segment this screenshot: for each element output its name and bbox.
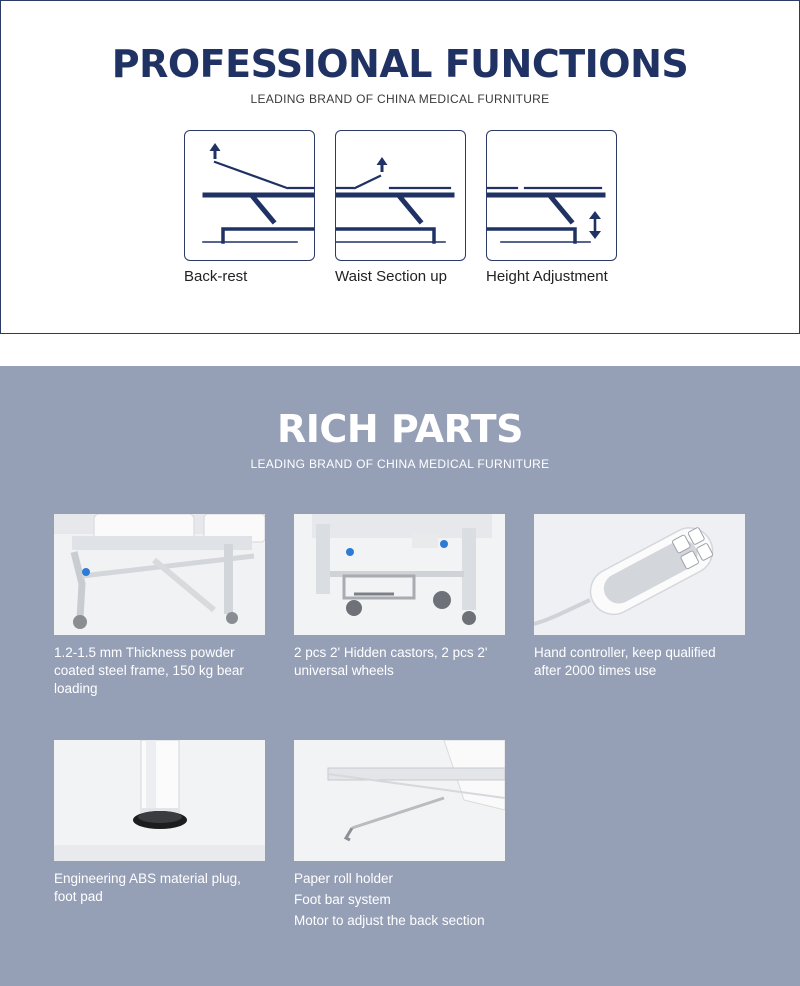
part-caption: Hand controller, keep qualified after 2000 times use [534,645,716,678]
function-waist-section [335,130,466,285]
castors-photo [294,514,505,635]
section-title: RICH PARTS [277,407,523,451]
part-caption: Paper roll holder Foot bar system Motor to adjust the back section [294,871,485,928]
backrest-icon [185,131,314,260]
hand-controller-photo [534,514,745,635]
function-label: Back-rest [184,268,248,285]
section-subtitle: LEADING BRAND OF CHINA MEDICAL FURNITURE [250,92,550,106]
paper-roll-holder-photo [294,740,505,861]
function-label: Height Adjustment [486,268,608,285]
section-subtitle: LEADING BRAND OF CHINA MEDICAL FURNITURE [250,457,550,471]
part-caption: 1.2-1.5 mm Thickness powder coated steel frame, 150 kg bear loading [54,645,244,696]
part-abs-plug [54,740,265,906]
steel-frame-photo [54,514,265,635]
section-title: PROFESSIONAL FUNCTIONS [111,42,689,86]
function-backrest [184,130,315,285]
part-caption: 2 pcs 2' Hidden castors, 2 pcs 2' universal wheels [294,645,488,678]
abs-plug-photo [54,740,265,861]
part-caption: Engineering ABS material plug, foot pad [54,871,241,904]
part-castors [294,514,505,680]
function-icon-box [486,130,617,261]
function-icon-box [335,130,466,261]
function-height-adjustment [486,130,617,285]
height-adjustment-icon [487,131,616,260]
part-paper-roll-holder [294,740,505,930]
part-hand-controller [534,514,745,680]
part-steel-frame [54,514,265,698]
function-icon-box [184,130,315,261]
professional-functions-section [0,0,800,334]
waist-section-icon [336,131,465,260]
rich-parts-section [0,366,800,986]
function-label: Waist Section up [335,268,447,285]
